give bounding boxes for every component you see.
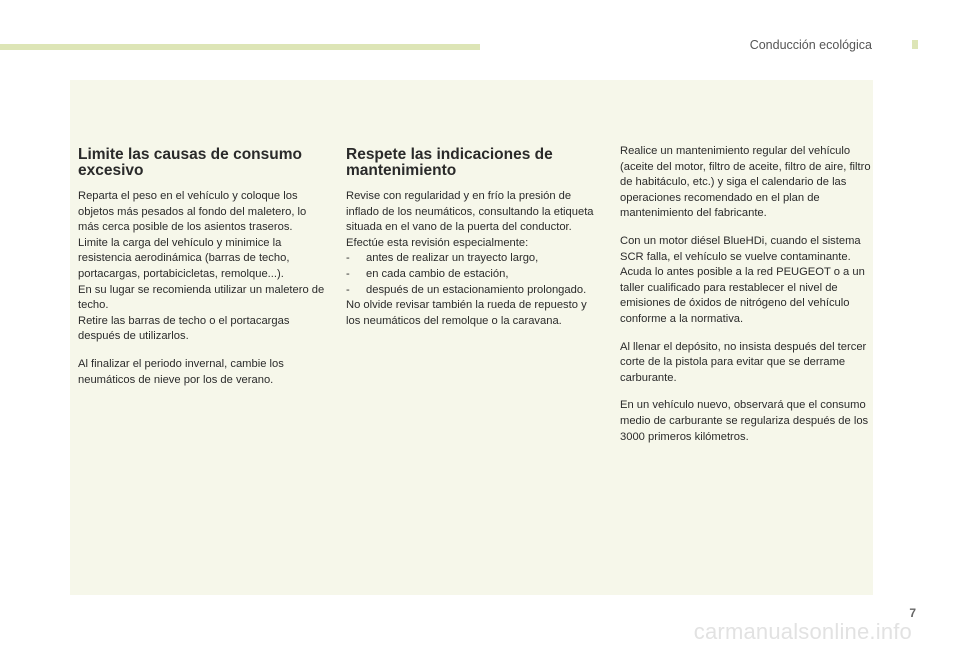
left-paragraph-4: Retire las barras de techo o el portacargas después de utilizarlos.: [78, 314, 290, 343]
list-item: - antes de realizar un trayecto largo,: [346, 251, 596, 267]
right-paragraph-1: Realice un mantenimiento regular del vehículo (aceite del motor, filtro de aceite, filtro de aire, filtro de habitáculo, etc.) y siga el calendario de las operaciones recomendado en el plan de mantenimiento del fabricante.: [620, 145, 871, 220]
list-item: - después de un estacionamiento prolongado.: [346, 283, 596, 299]
watermark: carmanualsonline.info: [693, 619, 912, 644]
section-title: Conducción ecológica: [749, 38, 872, 52]
section-marker: [912, 40, 918, 49]
middle-column: [346, 147, 596, 329]
right-column: [620, 144, 872, 457]
left-paragraph-1: Reparta el peso en el vehículo y coloque los objetos más pesados al fondo del maletero, lo más cerca posible de los asientos traseros.: [78, 190, 307, 234]
middle-column-heading: Respete las indicaciones de mantenimiento: [346, 146, 553, 179]
list-item: - en cada cambio de estación,: [346, 267, 596, 283]
right-paragraph-4: En un vehículo nuevo, observará que el consumo medio de carburante se regulariza después de los 3000 primeros kilómetros.: [620, 399, 869, 443]
left-paragraph-3: En su lugar se recomienda utilizar un maletero de techo.: [78, 283, 325, 312]
left-column: [78, 147, 330, 400]
middle-outro: No olvide revisar también la rueda de repuesto y los neumáticos del remolque o la caravana.: [346, 299, 587, 327]
left-final-paragraph: Al finalizar el periodo invernal, cambie los neumáticos de nieve por los de verano.: [78, 357, 284, 386]
right-paragraph-2: Con un motor diésel BlueHDi, cuando el sistema SCR falla, el vehículo se vuelve contaminante. Acuda lo antes posible a la red PEUGEOT o a un taller cualificado para restablecer el nivel de emisiones de óxidos de nitrógeno del vehículo conforme a la normativa.: [620, 234, 865, 325]
middle-list-intro: Efectúe esta revisión especialmente:: [346, 236, 529, 249]
page-number: 7: [909, 606, 916, 620]
left-column-heading: Limite las causas de consumo excesivo: [78, 146, 302, 179]
middle-intro: Revise con regularidad y en frío la presión de inflado de los neumáticos, consultando la etiqueta situada en el vano de la puerta del conductor.: [346, 190, 594, 234]
right-paragraph-3: Al llenar el depósito, no insista después del tercer corte de la pistola para evitar que se derrame carburante.: [620, 340, 867, 384]
inspection-list: [346, 251, 596, 298]
header-accent-bar: [0, 44, 480, 50]
left-paragraph-2: Limite la carga del vehículo y minimice la resistencia aerodinámica (barras de techo, portacargas, portabicicletas, remolque...).: [78, 236, 290, 280]
